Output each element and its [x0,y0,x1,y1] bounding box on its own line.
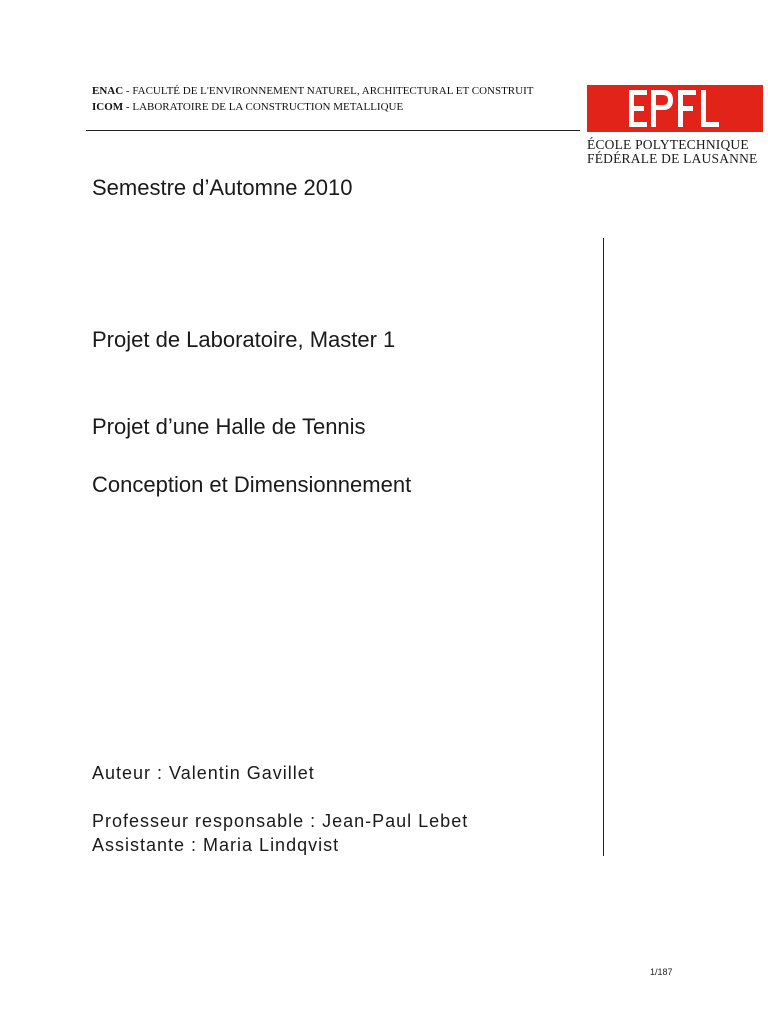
laboratory-line [92,99,533,115]
laboratory-name: LABORATOIRE DE LA CONSTRUCTION METALLIQUE [132,101,404,113]
epfl-name-line1: ÉCOLE POLYTECHNIQUE [587,137,749,152]
faculty-code: ENAC [92,85,124,97]
header-divider [86,130,580,131]
author-credit: Auteur : Valentin Gavillet [92,763,315,783]
project-type-title: Projet de Laboratoire, Master 1 [92,327,396,352]
faculty-name: FACULTÉ DE L'ENVIRONNEMENT NATUREL, ARCHITECTURAL ET CONSTRUIT [132,85,534,97]
vertical-divider [603,238,604,856]
epfl-wordmark-icon [627,86,723,131]
epfl-logo-band [587,85,763,132]
epfl-name-line2: FÉDÉRALE DE LAUSANNE [587,151,758,166]
faculty-separator: - [123,85,133,97]
project-subtitle: Conception et Dimensionnement [92,472,412,497]
page-number: 1/187 [650,967,673,977]
semester-title: Semestre d’Automne 2010 [92,175,353,200]
institution-header [92,83,533,115]
epfl-logo [587,85,763,167]
project-name-title: Projet d’une Halle de Tennis [92,414,366,439]
assistant-credit: Assistante : Maria Lindqvist [92,835,340,855]
faculty-line [92,83,533,99]
laboratory-separator: - [123,101,133,113]
laboratory-code: ICOM [92,101,124,113]
professor-credit: Professeur responsable : Jean-Paul Lebet [92,811,469,831]
